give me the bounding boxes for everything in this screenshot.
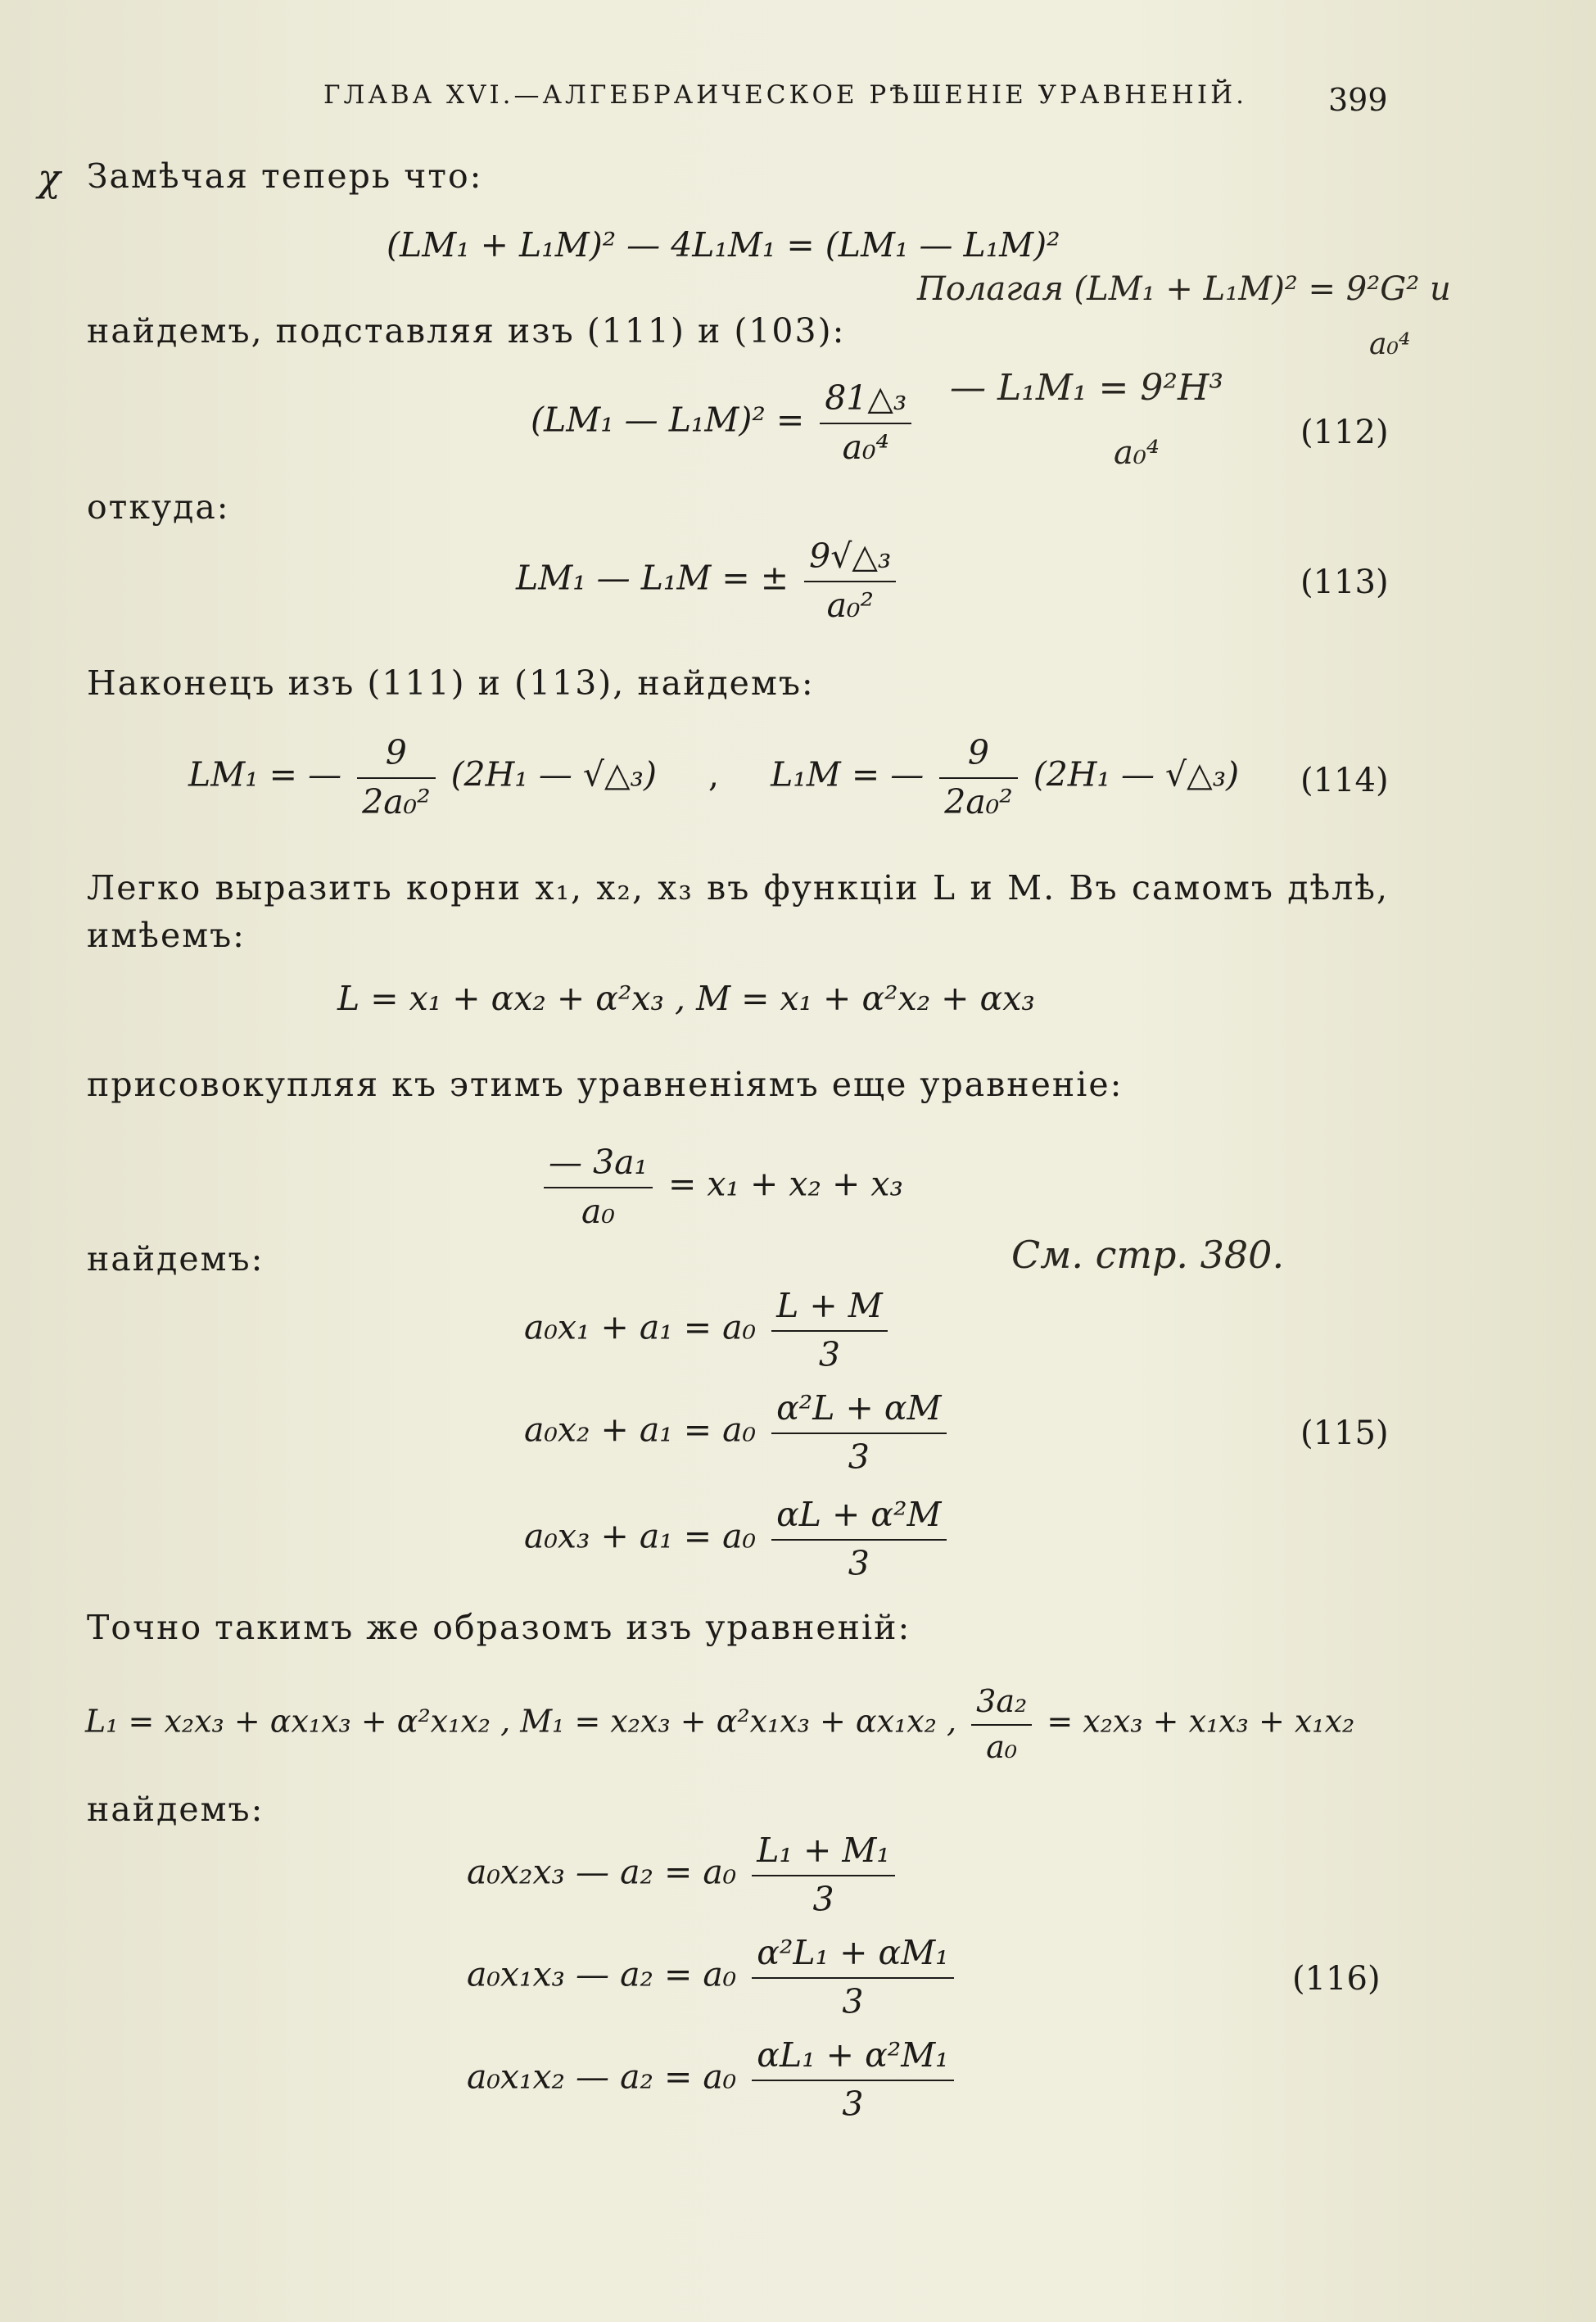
equation-L1M1-denominator: a₀	[986, 1729, 1018, 1765]
equation-115-1	[524, 1286, 893, 1374]
equation-115-1-denominator: 3	[818, 1335, 840, 1374]
equation-116-2-lhs: a₀x₁x₃ — a₂ = a₀	[467, 1954, 737, 1994]
paragraph-4: Наконецъ изъ (111) и (113), найдемъ:	[87, 663, 815, 703]
equation-114-b-fraction	[939, 733, 1017, 822]
equation-114-b-numerator: 9	[939, 733, 1017, 779]
equation-116-3-fraction	[752, 2035, 953, 2124]
equation-number-116: (116)	[1292, 1960, 1381, 1998]
equation-116-2	[467, 1933, 959, 2021]
equation-115-2-numerator: α²L + αM	[771, 1388, 946, 1434]
equation-114-a-fraction	[357, 733, 435, 822]
paragraph-7: найдемъ:	[87, 1239, 264, 1279]
equation-113-denominator: a₀²	[826, 586, 874, 625]
equation-114-a-denominator: 2a₀²	[362, 782, 431, 822]
running-head: ГЛАВА XVI.—АЛГЕБРАИЧЕСКОЕ РѢШЕНІЕ УРАВНЕНІЙ.	[323, 80, 1247, 110]
equation-L1M1-numerator: 3a₂	[971, 1683, 1032, 1726]
equation-116-2-numerator: α²L₁ + αM₁	[752, 1933, 953, 1979]
equation-115-3-denominator: 3	[848, 1544, 870, 1583]
equation-116-2-denominator: 3	[842, 1982, 864, 2021]
equation-sum-rhs: = x₁ + x₂ + x₃	[668, 1164, 903, 1204]
equation-113-numerator: 9√△₃	[804, 536, 896, 582]
handwritten-note-2: — L₁M₁ = 9²H³	[950, 367, 1224, 409]
equation-115-2-fraction	[771, 1388, 946, 1477]
equation-114-a-lhs: LM₁ = —	[188, 754, 342, 794]
equation-number-113: (113)	[1300, 564, 1389, 601]
equation-115-2-lhs: a₀x₂ + a₁ = a₀	[524, 1410, 757, 1450]
equation-114-b-denominator: 2a₀²	[944, 782, 1013, 822]
equation-115-3-numerator: αL + α²M	[771, 1495, 946, 1541]
paragraph-2: найдемъ, подставляя изъ (111) и (103):	[87, 311, 846, 351]
equation-114-b-lhs: L₁M = —	[771, 754, 925, 794]
equation-112-fraction	[820, 378, 911, 467]
equation-116-1-fraction	[752, 1831, 895, 1919]
equation-116-3-denominator: 3	[842, 2084, 864, 2124]
equation-116-1-denominator: 3	[812, 1880, 834, 1919]
equation-112-lhs: (LM₁ — L₁M)² =	[531, 400, 805, 440]
equation-114-a-numerator: 9	[357, 733, 435, 779]
equation-112-denominator: a₀⁴	[842, 428, 889, 467]
equation-L1M1-definitions	[85, 1683, 1354, 1765]
paragraph-8: Точно такимъ же образомъ изъ уравненій:	[87, 1608, 911, 1647]
equation-115-1-fraction	[771, 1286, 888, 1374]
equation-number-114: (114)	[1300, 762, 1389, 799]
equation-115-3-lhs: a₀x₃ + a₁ = a₀	[524, 1516, 757, 1556]
handwritten-note-2-denominator: a₀⁴	[1114, 434, 1160, 472]
equation-116-1-lhs: a₀x₂x₃ — a₂ = a₀	[467, 1852, 737, 1892]
paragraph-6: присовокупляя къ этимъ уравненіямъ еще уравненіе:	[87, 1065, 1124, 1104]
equation-115-2	[524, 1388, 952, 1477]
equation-115-2-denominator: 3	[848, 1437, 870, 1477]
paragraph-3: откуда:	[87, 487, 230, 527]
equation-114-b-rhs: (2H₁ — √△₃)	[1033, 754, 1240, 794]
equation-sum	[539, 1143, 903, 1231]
equation-116-1-numerator: L₁ + M₁	[752, 1831, 895, 1876]
equation-116-2-fraction	[752, 1933, 953, 2021]
equation-L1M1-lhs: L₁ = x₂x₃ + αx₁x₃ + α²x₁x₂ , M₁ = x₂x₃ + α²x₁x₃ + αx₁x₂ ,	[85, 1703, 957, 1740]
page-number: 399	[1328, 82, 1388, 118]
equation-114-a-rhs: (2H₁ — √△₃)	[450, 754, 657, 794]
margin-mark: χ	[38, 156, 61, 200]
paragraph-5: Легко выразить корни x₁, x₂, x₃ въ функціи L и M. Въ самомъ дѣлѣ, имѣемъ:	[87, 868, 1389, 955]
equation-116-3-lhs: a₀x₁x₂ — a₂ = a₀	[467, 2057, 737, 2097]
equation-115-1-lhs: a₀x₁ + a₁ = a₀	[524, 1307, 757, 1347]
equation-114-separator: ,	[708, 754, 720, 794]
equation-identity: (LM₁ + L₁M)² — 4L₁M₁ = (LM₁ — L₁M)²	[387, 225, 1060, 265]
equation-112-numerator: 81△₃	[820, 378, 911, 424]
equation-L1M1-fraction	[971, 1683, 1032, 1765]
equation-number-112: (112)	[1300, 414, 1389, 451]
equation-116-3	[467, 2035, 959, 2124]
paragraph-9: найдемъ:	[87, 1790, 264, 1829]
equation-115-3	[524, 1495, 952, 1583]
equation-113	[516, 536, 901, 625]
equation-number-115: (115)	[1300, 1414, 1389, 1452]
equation-113-fraction	[804, 536, 896, 625]
equation-sum-numerator: — 3a₁	[544, 1143, 653, 1188]
paragraph-1: Замѣчая теперь что:	[87, 156, 483, 196]
handwritten-note-1-denominator: a₀⁴	[1369, 328, 1411, 361]
equation-115-1-numerator: L + M	[771, 1286, 888, 1332]
equation-LM-definitions: L = x₁ + αx₂ + α²x₃ , M = x₁ + α²x₂ + αx₃	[337, 979, 1035, 1018]
handwritten-note-1: Полагая (LM₁ + L₁M)² = 9²G² и	[917, 270, 1451, 308]
equation-116-1	[467, 1831, 900, 1919]
equation-114	[188, 733, 1239, 822]
equation-116-3-numerator: αL₁ + α²M₁	[752, 2035, 953, 2081]
handwritten-note-3: См. стр. 380.	[1011, 1233, 1285, 1277]
equation-112	[531, 378, 916, 467]
equation-sum-fraction	[544, 1143, 653, 1231]
equation-113-lhs: LM₁ — L₁M = ±	[516, 558, 789, 598]
equation-115-3-fraction	[771, 1495, 946, 1583]
equation-L1M1-rhs: = x₂x₃ + x₁x₃ + x₁x₂	[1047, 1703, 1355, 1740]
equation-sum-denominator: a₀	[581, 1192, 615, 1231]
